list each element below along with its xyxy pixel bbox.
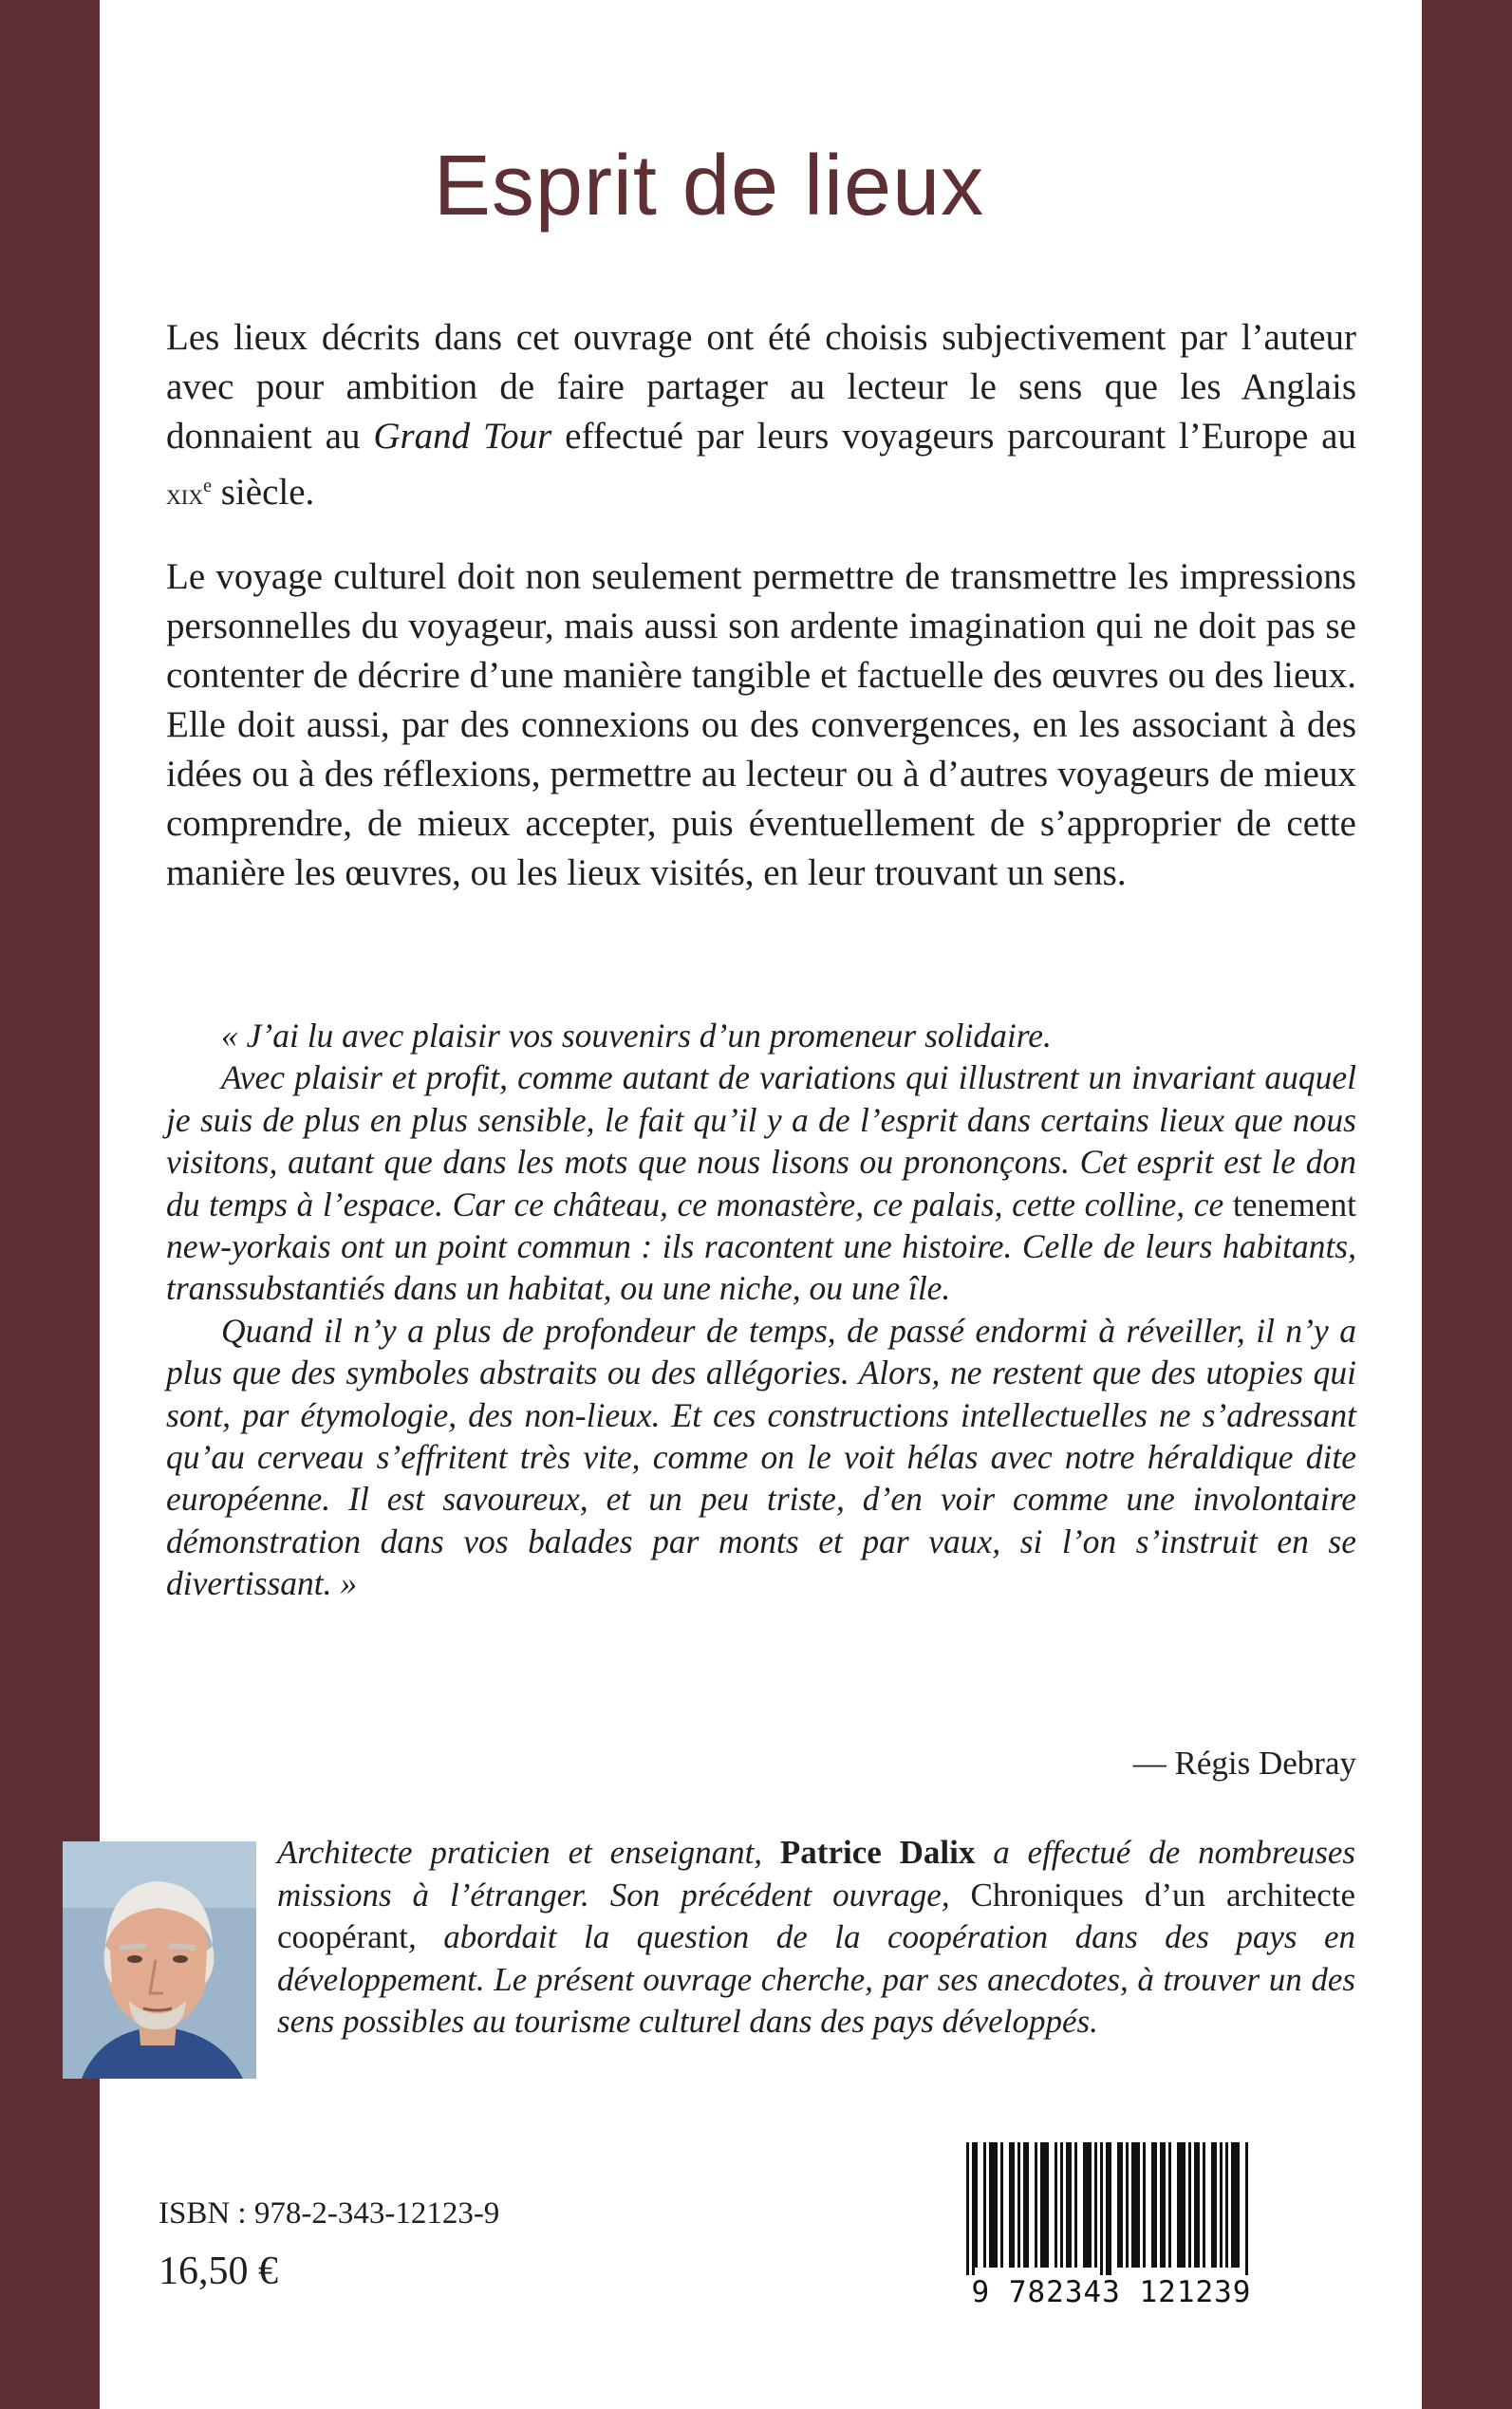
barcode-bar	[1120, 2142, 1123, 2268]
barcode-bar	[1035, 2142, 1037, 2268]
barcode-bar	[1086, 2142, 1089, 2268]
intro-p1-end: siècle.	[212, 472, 315, 513]
barcode-bar	[1046, 2142, 1049, 2268]
author-photo	[63, 1841, 256, 2079]
barcode-bar	[1211, 2142, 1214, 2268]
debray-quote	[166, 1015, 1356, 1605]
barcode-bar	[1100, 2142, 1103, 2275]
quote-paragraph-1: « J’ai lu avec plaisir vos souvenirs d’un promeneur solidaire.	[221, 1017, 1052, 1055]
barcode-bar	[1012, 2142, 1015, 2268]
barcode-bar	[1137, 2142, 1140, 2268]
barcode-bar	[1231, 2142, 1234, 2268]
price: 16,50 €	[159, 2250, 278, 2293]
barcode-bar	[1066, 2142, 1069, 2268]
bio-text-3: , abordait la question de la coopération dans des pays en développement. Le présent ouvrage cherche, par ses anecdotes, à trouver un des sens possibles au tourisme culturel dans des pays développés.	[277, 1918, 1355, 2041]
barcode-bar	[1043, 2142, 1046, 2268]
barcode-bar	[1203, 2142, 1205, 2268]
barcode-bar	[1245, 2142, 1248, 2275]
barcode-bar	[1234, 2142, 1237, 2268]
barcode-bar	[972, 2142, 975, 2275]
barcode-bar	[1109, 2142, 1111, 2275]
barcode-bar	[1163, 2142, 1166, 2268]
barcode-bar	[1154, 2142, 1157, 2268]
barcode-bar	[1060, 2142, 1063, 2268]
quote-p2-end: new-yorkais ont un point commun : ils racontent une histoire. Celle de leurs habitants, transsubstantiés dans un habitat, ou une niche, ou une île.	[166, 1227, 1356, 1308]
barcode-bar	[1214, 2142, 1217, 2268]
barcode-bar	[1069, 2142, 1072, 2268]
quote-paragraph-2	[166, 1056, 1356, 1309]
barcode-bar	[1026, 2142, 1029, 2268]
quote-paragraph-3: Quand il n’y a plus de profondeur de temps, de passé endormi à réveiller, il n’y a plus que des symboles abstraits ou des allégories. Alors, ne restent que des utopies qui sont, par étymologie, des non-lieux. Et ces constructions intellectuelles ne s’adressant qu’au cerveau s’effritent très vite, comme on le voit hélas avec notre héraldique dite européenne. Il est savoureux, et un peu triste, d’en voir comme une involontaire démonstration dans vos balades par monts et par vaux, si l’on s’instruit en se divertissant. »	[166, 1311, 1356, 1603]
quote-p2-text: Avec plaisir et profit, comme autant de variations qui illustrent un invariant auquel je suis de plus en plus sensible, le fait qu’il y a de l’esprit dans certains lieux que nous visitons, autant que dans les mots que nous lisons ou prononçons. Cet esprit est le don du temps à l’espace. Car ce château, ce monastère, ce palais, cette colline, ce	[166, 1058, 1356, 1223]
barcode-bar	[1106, 2142, 1109, 2275]
bio-text-2: a effectué de nombreuses missions à l’étranger. Son précédent ouvrage,	[277, 1834, 1355, 1914]
barcode-bar	[1083, 2142, 1086, 2268]
barcode-bar	[1000, 2142, 1003, 2268]
barcode-bar	[1017, 2142, 1020, 2268]
barcode-bar	[1177, 2142, 1180, 2268]
barcode-bar	[995, 2142, 998, 2268]
intro-paragraph-1	[166, 313, 1356, 518]
barcode-bar	[975, 2142, 978, 2268]
barcode-bar	[1094, 2142, 1097, 2268]
barcode-bar	[1074, 2142, 1077, 2268]
barcode-bar	[1143, 2142, 1146, 2268]
tenement-word: tenement	[1232, 1185, 1356, 1223]
barcode-bar	[992, 2142, 995, 2268]
barcode-bar	[1183, 2142, 1185, 2268]
barcode-bar	[1023, 2142, 1026, 2268]
isbn: ISBN : 978-2-343-12123-9	[159, 2196, 500, 2231]
barcode-bar	[1220, 2142, 1223, 2268]
barcode-bar	[1151, 2142, 1154, 2268]
barcode	[959, 2142, 1264, 2315]
barcode-bar	[1160, 2142, 1163, 2268]
barcode-bar	[989, 2142, 992, 2268]
barcode-bar	[1126, 2142, 1129, 2268]
previous-book-title: Chroniques d’un architecte coopérant	[277, 1876, 1355, 1956]
author-portrait-illustration	[63, 1841, 256, 2079]
barcode-bar	[1225, 2142, 1228, 2268]
back-cover	[100, 0, 1422, 2409]
bio-text-1: Architecte praticien et enseignant,	[277, 1834, 780, 1871]
barcode-bar	[1188, 2142, 1191, 2268]
intro-p1-text: Les lieux décrits dans cet ouvrage ont été choisis subjectivement par l’auteur avec pour ambition de faire partager au lecteur le sens que les Anglais donnaient au	[166, 317, 1356, 457]
intro-paragraph-2: Le voyage culturel doit non seulement permettre de transmettre les impressions personnelles du voyageur, mais aussi son ardente imagination qui ne doit pas se contenter de décrire d’une manière tangible et factuelle des œuvres ou des lieux. Elle doit aussi, par des connexions ou des convergences, en les associant à des idées ou à des réflexions, permettre au lecteur ou à d’autres voyageurs de mieux comprendre, de mieux accepter, puis éventuellement de s’approprier de cette manière les œuvres, ou les lieux visités, en leur trouvant un sens.	[166, 556, 1356, 893]
barcode-bar	[1089, 2142, 1092, 2268]
barcode-bar	[1197, 2142, 1200, 2268]
barcode-bar	[1055, 2142, 1057, 2268]
barcode-bar	[1117, 2142, 1120, 2268]
intro-p1-middle: effectué par leurs voyageurs parcourant l’Europe au	[551, 416, 1356, 457]
barcode-bar	[1009, 2142, 1012, 2268]
barcode-bar	[1180, 2142, 1183, 2268]
barcode-bars	[959, 2142, 1264, 2275]
century-superscript: e	[203, 476, 212, 496]
author-name: Patrice Dalix	[779, 1834, 976, 1871]
barcode-bar	[1194, 2142, 1197, 2268]
barcode-bar	[1131, 2142, 1134, 2268]
book-title: Esprit de lieux	[433, 139, 985, 233]
barcode-digits: 9 782343 121239	[971, 2275, 1252, 2309]
barcode-bar	[983, 2142, 986, 2268]
barcode-bar	[1168, 2142, 1171, 2268]
barcode-bar	[1237, 2142, 1240, 2268]
barcode-bar	[966, 2142, 969, 2275]
quote-signature: — Régis Debray	[1132, 1745, 1356, 1782]
author-bio	[277, 1832, 1355, 2044]
century-numeral: xix	[166, 476, 204, 511]
barcode-bar	[1134, 2142, 1137, 2268]
barcode-bar	[1040, 2142, 1043, 2268]
grand-tour-italic: Grand Tour	[373, 416, 552, 457]
